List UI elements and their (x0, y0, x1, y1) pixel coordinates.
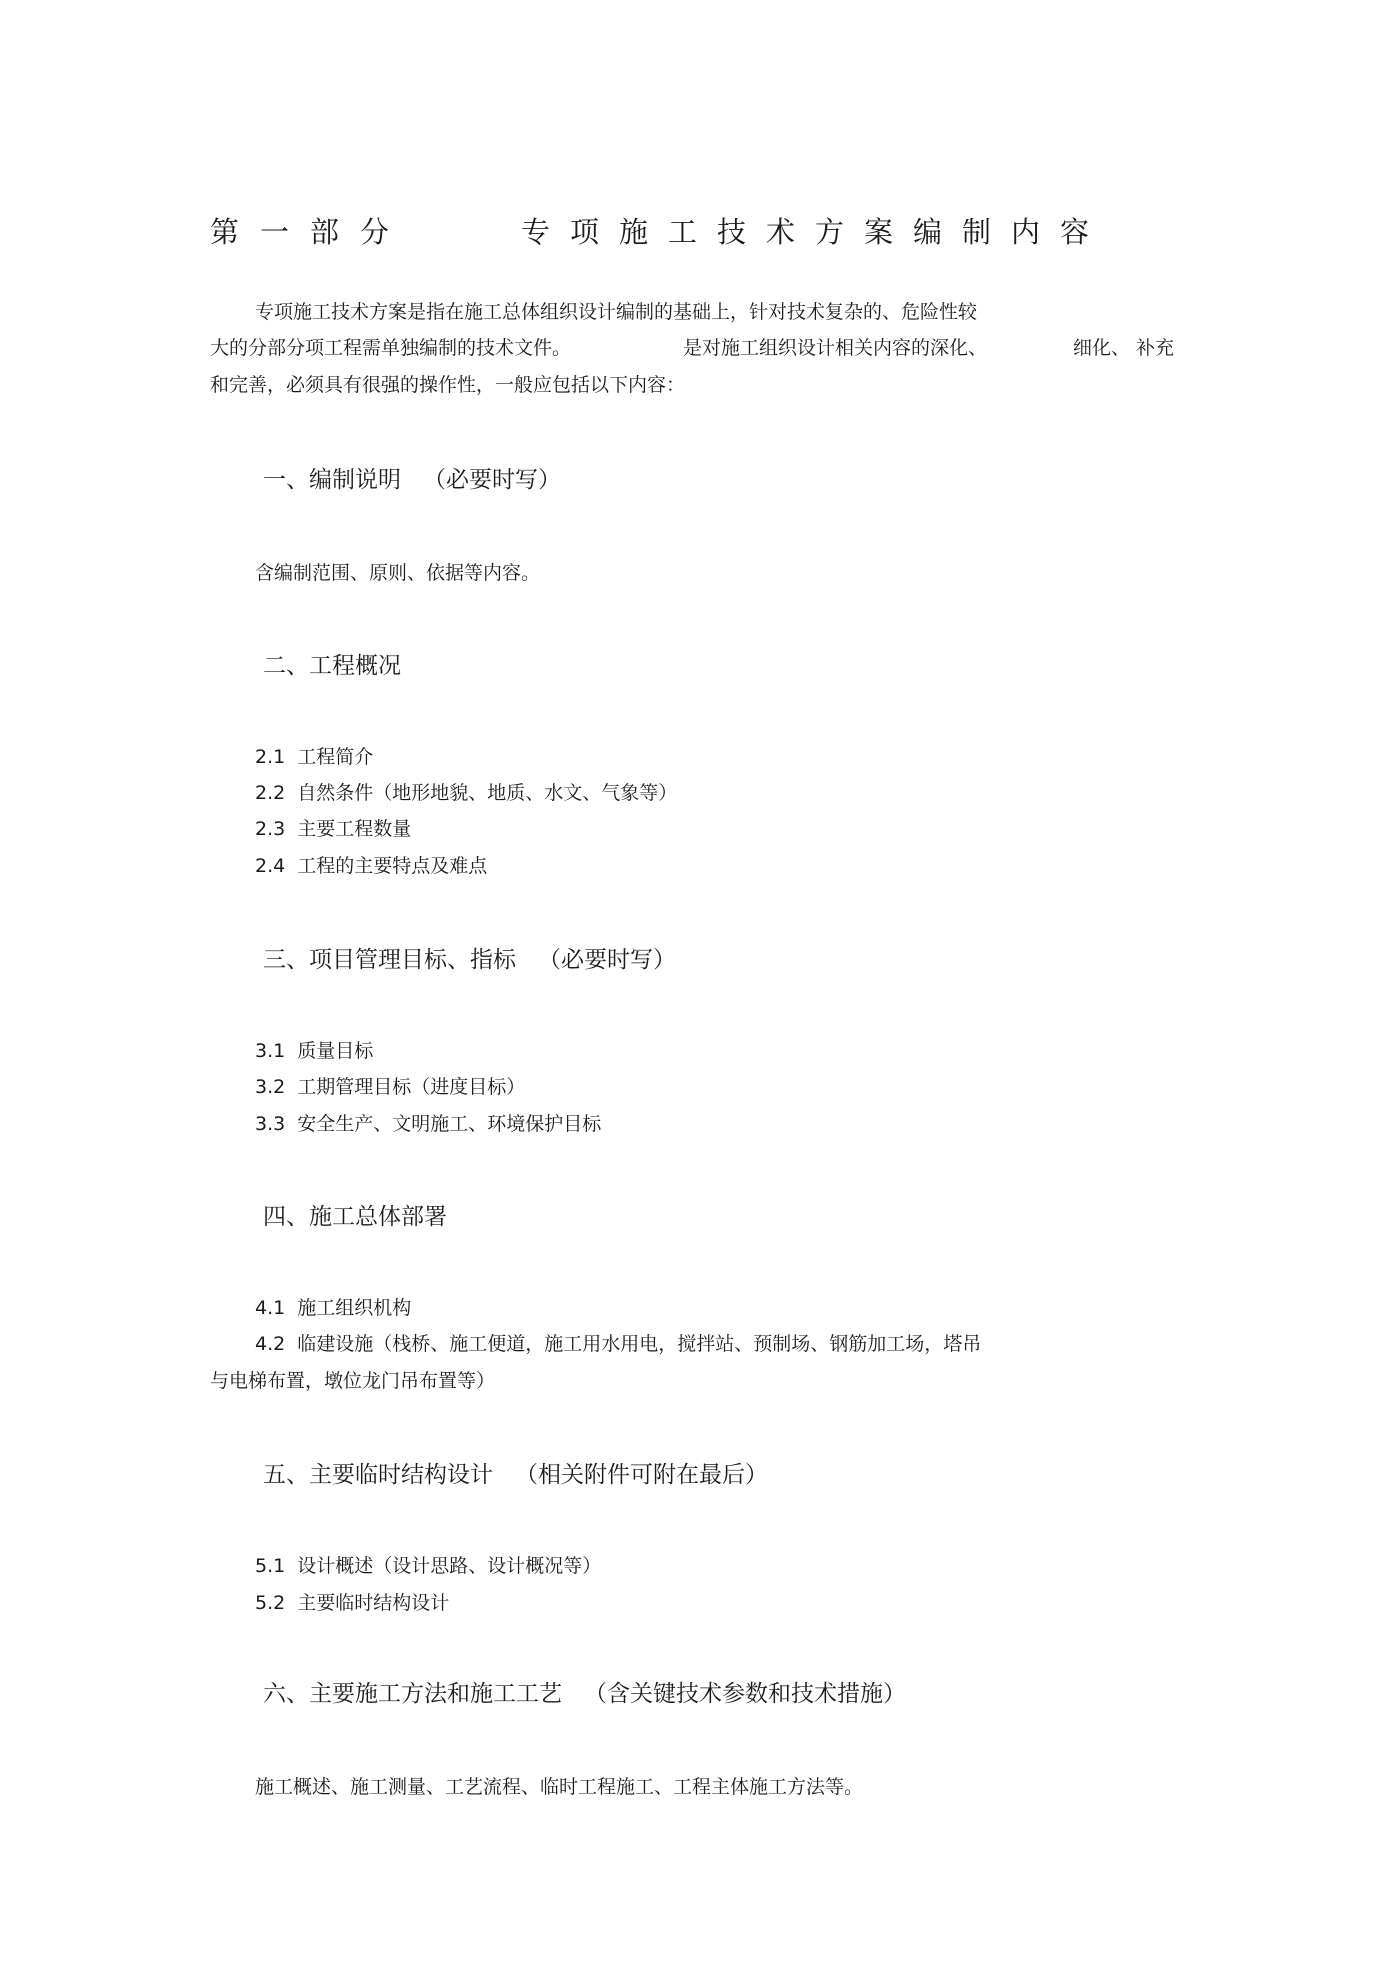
list-item (255, 1110, 601, 1138)
item-number: 2.3 (255, 818, 286, 840)
list-item (255, 1073, 525, 1101)
section-3-title: 三、项目管理目标、指标 (263, 947, 516, 973)
item-number: 4.1 (255, 1297, 286, 1319)
item-number: 5.2 (255, 1592, 286, 1614)
item-text: 质量目标 (297, 1040, 374, 1062)
item-text: 施工组织机构 (297, 1297, 412, 1319)
item-text: 安全生产、文明施工、环境保护目标 (297, 1113, 602, 1135)
section-6-heading (263, 1678, 906, 1710)
section-5-heading (263, 1459, 768, 1491)
intro-line-2-a: 大的分部分项工程需单独编制的技术文件。 (210, 337, 572, 359)
list-item (255, 1037, 373, 1065)
item-number: 3.2 (255, 1076, 286, 1098)
item-number: 2.2 (255, 782, 286, 804)
section-1-text: 含编制范围、原则、依据等内容。 (255, 562, 541, 584)
item-text: 工程的主要特点及难点 (297, 855, 488, 877)
list-item (255, 743, 373, 771)
item-text: 设计概述（设计思路、设计概况等） (297, 1555, 602, 1577)
section-6-title: 六、主要施工方法和施工工艺 (263, 1681, 562, 1707)
item-number: 5.1 (255, 1555, 286, 1577)
intro-line-2-c: 细化、 补充 (1073, 337, 1175, 359)
item-text: 主要临时结构设计 (297, 1592, 450, 1614)
section-1-heading (263, 464, 561, 496)
section-1-note: （必要时写） (423, 467, 561, 493)
list-item (255, 779, 677, 807)
list-item (255, 815, 411, 843)
item-number: 4.2 (255, 1333, 286, 1355)
section-2-heading (263, 650, 401, 682)
item-text: 工期管理目标（进度目标） (297, 1076, 526, 1098)
section-6-text: 施工概述、施工测量、工艺流程、临时工程施工、工程主体施工方法等。 (255, 1776, 864, 1798)
section-6-note: （含关键技术参数和技术措施） (584, 1681, 906, 1707)
item-text: 自然条件（地形地貌、地质、水文、气象等） (297, 782, 678, 804)
title-name: 专项施工技术方案编制内容 (521, 215, 1110, 249)
list-item (255, 1552, 601, 1580)
list-item (255, 852, 487, 880)
item-number: 2.1 (255, 746, 286, 768)
section-2-title: 二、工程概况 (263, 653, 401, 679)
list-item (255, 1294, 411, 1322)
item-text: 主要工程数量 (297, 818, 412, 840)
item-text: 工程简介 (297, 746, 374, 768)
section-3-note: （必要时写） (538, 947, 676, 973)
item-number: 3.3 (255, 1113, 286, 1135)
item-text: 临建设施（栈桥、施工便道，施工用水用电，搅拌站、预制场、钢筋加工场，塔吊 (297, 1333, 982, 1355)
page-title (210, 212, 1190, 252)
intro-line-1: 专项施工技术方案是指在施工总体组织设计编制的基础上，针对技术复杂的、危险性较 (255, 301, 978, 323)
list-item (255, 1330, 981, 1358)
section-5-note: （相关附件可附在最后） (515, 1462, 768, 1488)
section-5-title: 五、主要临时结构设计 (263, 1462, 493, 1488)
section-3-heading (263, 944, 676, 976)
item-number: 2.4 (255, 855, 286, 877)
intro-line-2-b: 是对施工组织设计相关内容的深化、 (683, 337, 988, 359)
item-number: 3.1 (255, 1040, 286, 1062)
item-continuation: 与电梯布置，墩位龙门吊布置等） (210, 1370, 496, 1392)
title-part: 第一部分 (210, 215, 411, 249)
section-4-title: 四、施工总体部署 (263, 1204, 447, 1230)
section-4-heading (263, 1201, 447, 1233)
section-1-title: 一、编制说明 (263, 467, 401, 493)
list-item (255, 1589, 449, 1617)
intro-line-3: 和完善，必须具有很强的操作性，一般应包括以下内容： (210, 374, 686, 396)
